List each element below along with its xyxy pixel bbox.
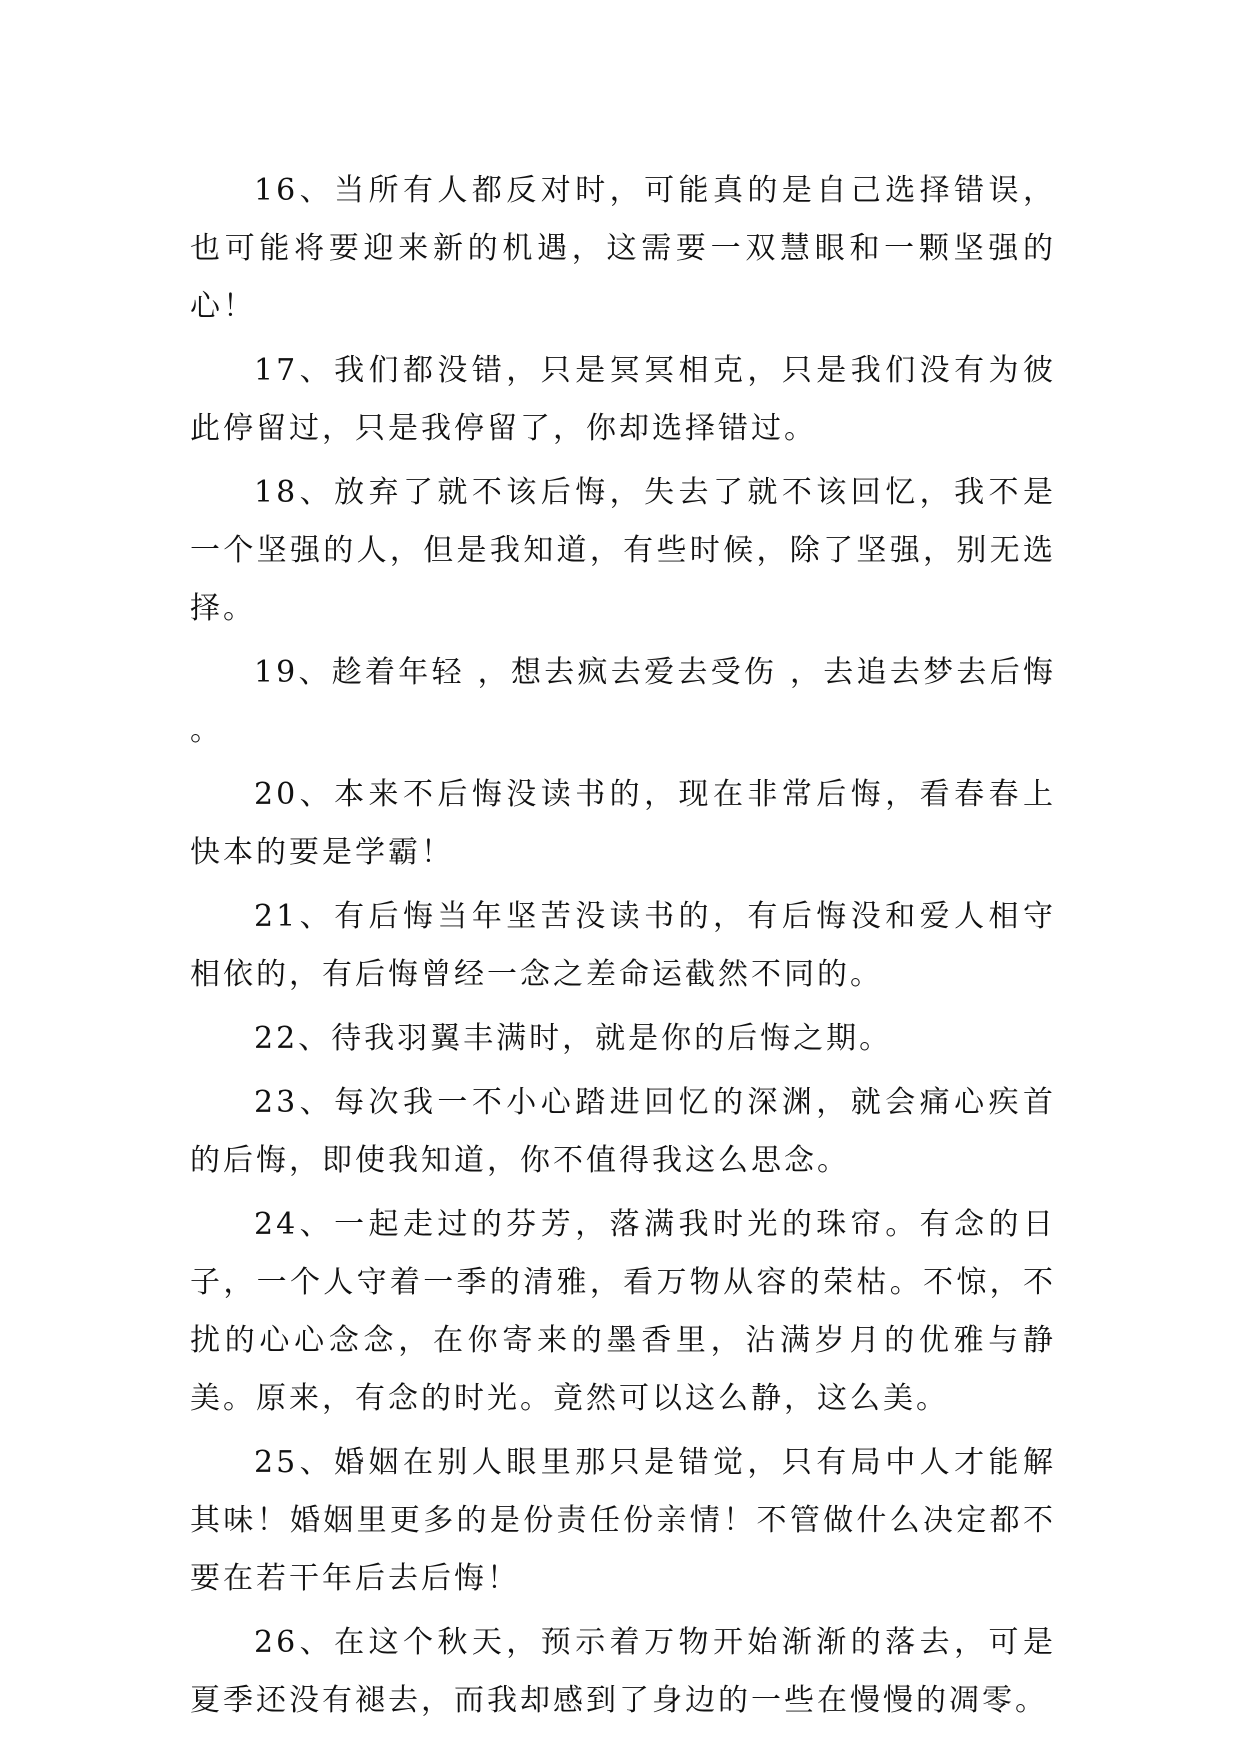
- paragraph-18: 18、放弃了就不该后悔，失去了就不该回忆，我不是一个坚强的人，但是我知道，有些时候，除了坚强，别无选择。: [190, 475, 1056, 626]
- paragraph-23: 23、每次我一不小心踏进回忆的深渊，就会痛心疾首的后悔，即使我知道，你不值得我这么思念。: [190, 1085, 1056, 1178]
- paragraph-21: 21、有后悔当年坚苦没读书的，有后悔没和爱人相守相依的，有后悔曾经一念之差命运截然不同的。: [190, 899, 1056, 992]
- paragraph-26: 26、在这个秋天，预示着万物开始渐渐的落去，可是夏季还没有褪去，而我却感到了身边的一些在慢慢的凋零。: [190, 1625, 1056, 1718]
- paragraph-20: 20、本来不后悔没读书的，现在非常后悔，看春春上快本的要是学霸！: [190, 777, 1056, 870]
- paragraph-16: 16、当所有人都反对时，可能真的是自己选择错误，也可能将要迎来新的机遇，这需要一双慧眼和一颗坚强的心！: [190, 173, 1056, 324]
- paragraph-24: 24、一起走过的芬芳，落满我时光的珠帘。有念的日子，一个人守着一季的清雅，看万物从容的荣枯。不惊，不扰的心心念念，在你寄来的墨香里，沾满岁月的优雅与静美。原来，有念的时光。竟然可以这么静，这么美。: [190, 1207, 1056, 1416]
- paragraph-22: 22、待我羽翼丰满时，就是你的后悔之期。: [254, 1021, 893, 1056]
- paragraph-25: 25、婚姻在别人眼里那只是错觉，只有局中人才能解其味！婚姻里更多的是份责任份亲情！不管做什么决定都不要在若干年后去后悔！: [190, 1445, 1056, 1596]
- document-body: [190, 162, 1056, 1736]
- paragraph-19: 19、趁着年轻 ，想去疯去爱去受伤 ，去追去梦去后悔 。: [190, 655, 1056, 748]
- paragraph-17: 17、我们都没错，只是冥冥相克，只是我们没有为彼此停留过，只是我停留了，你却选择错过。: [190, 353, 1056, 446]
